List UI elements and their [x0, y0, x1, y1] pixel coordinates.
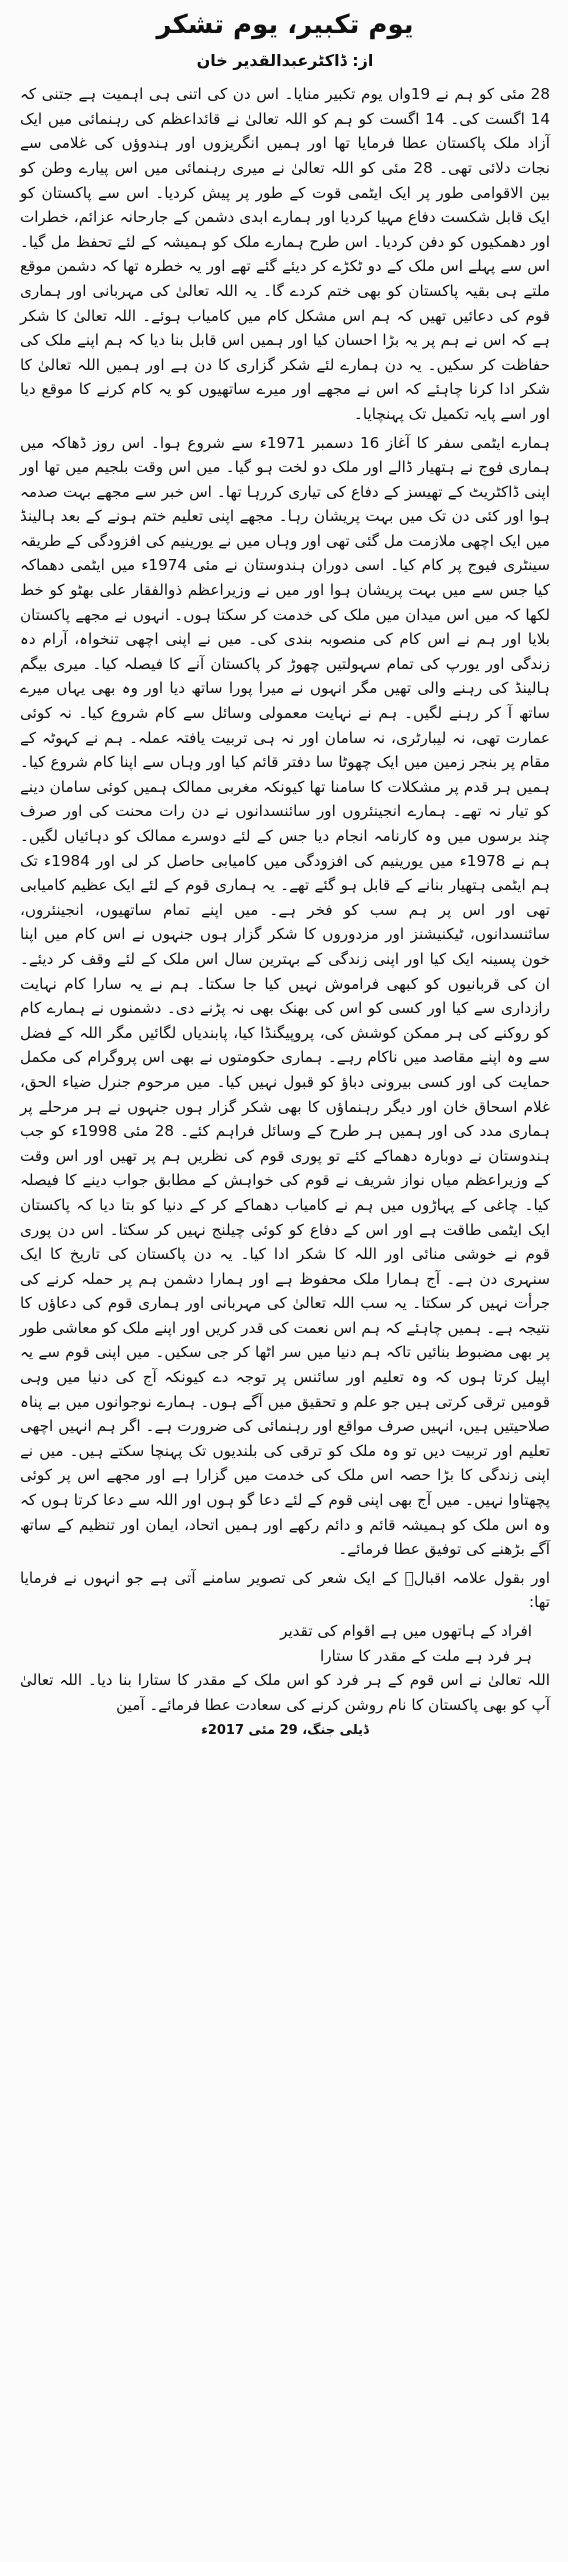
verse-intro: اور بقول علامہ اقبالؒ کے ایک شعر کی تصویر سامنے آتی ہے جو انہوں نے فرمایا تھا:	[20, 1568, 550, 1612]
article-paragraph: 28 مئی کو ہم نے 19واں یوم تکبیر منایا۔ اس دن کی اتنی ہی اہمیت ہے جتنی کہ 14 اگست کی۔ 14 اگست کو ہم کو اللہ تعالیٰ نے قائداعظم کی رہنمائی میں ایک آزاد ملک پاکستان عطا فرمایا تھا اور ہمیں انگریزوں اور ہندوؤں کی غلامی سے نجات دلائی تھی۔ 28 مئی کو اللہ تعالیٰ نے میری رہنمائی میں اس پیارے وطن کو بین الاقوامی طور پر ایک ایٹمی قوت کے طور پر پیش کردیا۔ اس سے پاکستان کو ایک قابل شکست دفاع مہیا کردیا اور ہمارے ابدی دشمن کے جارحانہ عزائم، خطرات اور دھمکیوں کو دفن کردیا۔ اس طرح ہمارے ملک کو ہمیشہ کے لئے تحفظ مل گیا۔ اس سے پہلے اس ملک کے دو ٹکڑے کر دیئے گئے تھے اور یہ خطرہ تھا کہ دشمن موقع ملتے ہی بقیہ پاکستان کو بھی ختم کردے گا۔ یہ اللہ تعالیٰ کی مہربانی اور ہماری قوم کی دعائیں تھیں کہ ہم اس مشکل کام میں کامیاب ہوئے۔ اللہ تعالیٰ کا شکر ہے کہ اس نے ہم پر یہ بڑا احسان کیا اور ہمیں اس قابل بنا دیا کہ ہم اپنے ملک کی حفاظت کر سکیں۔ یہ دن ہمارے لئے شکر گزاری کا دن ہے اور ہمیں اللہ تعالیٰ کا شکر ادا کرنا چاہئے کہ اس نے مجھے اور میرے ساتھیوں کو یہ کام کرنے کا موقع دیا اور اسے پایہ تکمیل تک پہنچایا۔	[20, 85, 550, 423]
publication-source: ڈیلی جنگ، 29 مئی 2017ء	[201, 1723, 369, 1739]
article-title: یوم تکبیر، یوم تشکر	[156, 10, 414, 40]
verse-line: افراد کے ہاتھوں میں ہے اقوام کی تقدیر	[280, 1622, 532, 1640]
verse-line: ہر فرد ہے ملت کے مقدر کا ستارا	[320, 1646, 532, 1665]
article-closing: اللہ تعالیٰ نے اس قوم کے ہر فرد کو اس ملک کے مقدر کا ستارا بنا دیا۔ اللہ تعالیٰ آپ کو بھی پاکستان کا نام روشن کرنے کی سعادت عطا فرمائے۔ آمین	[20, 1671, 550, 1714]
article-paragraph: ہمارے ایٹمی سفر کا آغاز 16 دسمبر 1971ء سے شروع ہوا۔ اس روز ڈھاکہ میں ہماری فوج نے ہتھیار ڈالے اور ملک دو لخت ہو گیا۔ میں اس وقت بلجیم میں تھا اور اپنی ڈاکٹریٹ کے تھیسز کے دفاع کی تیاری کررہا تھا۔ اس خبر سے مجھے بہت صدمہ ہوا اور کئی دن تک میں بہت پریشان رہا۔ مجھے اپنی تعلیم ختم ہونے کے بعد ہالینڈ میں ایک اچھی ملازمت مل گئی تھی اور وہاں میں نے یورینیم کی افزودگی کے طریقہ سینٹری فیوج پر کام کیا۔ اسی دوران ہندوستان نے مئی 1974ء میں ایٹمی دھماکہ کیا جس سے میں بہت پریشان ہوا اور میں نے وزیراعظم ذوالفقار علی بھٹو کو خط لکھا کہ میں اس میدان میں ملک کی خدمت کر سکتا ہوں۔ انہوں نے مجھے پاکستان بلایا اور ہم نے اس کام کی منصوبہ بندی کی۔ میں نے اپنی اچھی تنخواہ، آرام دہ زندگی اور یورپ کی تمام سہولتیں چھوڑ کر پاکستان آنے کا فیصلہ کیا۔ میری بیگم ہالینڈ کی رہنے والی تھیں مگر انہوں نے میرا پورا ساتھ دیا اور وہ بھی یہاں میرے ساتھ آ کر رہنے لگیں۔ ہم نے نہایت معمولی وسائل سے کام شروع کیا۔ نہ کوئی عمارت تھی، نہ لیبارٹری، نہ سامان اور نہ ہی تربیت یافتہ عملہ۔ ہم نے کہوٹہ کے مقام پر بنجر زمین میں ایک چھوٹا سا دفتر قائم کیا اور وہاں سے اپنا کام شروع کیا۔ ہمیں ہر قدم پر مشکلات کا سامنا تھا کیونکہ مغربی ممالک ہمیں کوئی سامان دینے کو تیار نہ تھے۔ ہمارے انجینئروں اور سائنسدانوں نے دن رات محنت کی اور صرف چند برسوں میں وہ کارنامہ انجام دیا جس کے لئے دوسرے ممالک کو دہائیاں لگیں۔ ہم نے 1978ء میں یورینیم کی افزودگی میں کامیابی حاصل کر لی اور 1984ء تک ہم ایٹمی ہتھیار بنانے کے قابل ہو گئے تھے۔ یہ ہماری قوم کے لئے ایک عظیم کامیابی تھی اور اس پر ہم سب کو فخر ہے۔ میں اپنے تمام ساتھیوں، انجینئروں، سائنسدانوں، ٹیکنیشنز اور مزدوروں کا شکر گزار ہوں جنہوں نے اس کام میں اپنا خون پسینہ ایک کیا اور اپنی زندگی کے بہترین سال اس ملک کے لئے وقف کر دیئے۔ ان کی قربانیوں کو کبھی فراموش نہیں کیا جا سکتا۔ ہم نے یہ سارا کام نہایت رازداری سے کیا اور کسی کو اس کی بھنک بھی نہ پڑنے دی۔ دشمنوں نے ہمارے کام کو روکنے کی ہر ممکن کوشش کی، پروپیگنڈا کیا، پابندیاں لگائیں مگر اللہ کے فضل سے وہ اپنے مقاصد میں ناکام رہے۔ ہماری حکومتوں نے بھی اس پروگرام کی مکمل حمایت کی اور کسی بیرونی دباؤ کو قبول نہیں کیا۔ میں مرحوم جنرل ضیاء الحق، غلام اسحاق خان اور دیگر رہنماؤں کا بھی شکر گزار ہوں جنہوں نے ہر مرحلے پر ہماری مدد کی اور ہمیں ہر طرح کے وسائل فراہم کئے۔ 28 مئی 1998ء کو جب ہندوستان نے دوبارہ دھماکے کئے تو پوری قوم کی نظریں ہم پر تھیں اور اس وقت کے وزیراعظم میاں نواز شریف نے قوم کی خواہش کے مطابق جواب دینے کا فیصلہ کیا۔ چاغی کے پہاڑوں میں ہم نے کامیاب دھماکے کر کے دنیا کو بتا دیا کہ پاکستان ایک ایٹمی طاقت ہے اور اس کے دفاع کو کوئی چیلنج نہیں کر سکتا۔ اس دن پوری قوم نے خوشی منائی اور اللہ کا شکر ادا کیا۔ یہ دن پاکستان کی تاریخ کا ایک سنہری دن ہے۔ آج ہمارا ملک محفوظ ہے اور ہمارا دشمن ہم پر حملہ کرنے کی جرأت نہیں کر سکتا۔ یہ سب اللہ تعالیٰ کی مہربانی اور ہماری قوم کی دعاؤں کا نتیجہ ہے۔ ہمیں چاہئے کہ ہم اس نعمت کی قدر کریں اور اپنے ملک کو معاشی طور پر بھی مضبوط بنائیں تاکہ ہم دنیا میں سر اٹھا کر جی سکیں۔ میں اپنی قوم سے یہ اپیل کرتا ہوں کہ وہ تعلیم اور سائنس پر توجہ دے کیونکہ آج کی دنیا میں وہی قومیں ترقی کرتی ہیں جو علم و تحقیق میں آگے ہوں۔ ہمارے نوجوانوں میں بے پناہ صلاحیتیں ہیں، انہیں صرف مواقع اور رہنمائی کی ضرورت ہے۔ اگر ہم انہیں اچھی تعلیم اور تربیت دیں تو وہ ملک کو ترقی کی بلندیوں تک پہنچا سکتے ہیں۔ میں نے اپنی زندگی کا بڑا حصہ اس ملک کی خدمت میں گزارا ہے اور مجھے اس پر کوئی پچھتاوا نہیں۔ میں آج بھی اپنی قوم کے لئے دعا گو ہوں اور اللہ سے دعا کرتا ہوں کہ وہ اس ملک کو ہمیشہ قائم و دائم رکھے اور ہمیں اتحاد، ایمان اور تنظیم کے ساتھ آگے بڑھنے کی توفیق عطا فرمائے۔	[20, 433, 551, 1559]
article-byline: از: ڈاکٹرعبدالقدیر خان	[196, 51, 374, 71]
